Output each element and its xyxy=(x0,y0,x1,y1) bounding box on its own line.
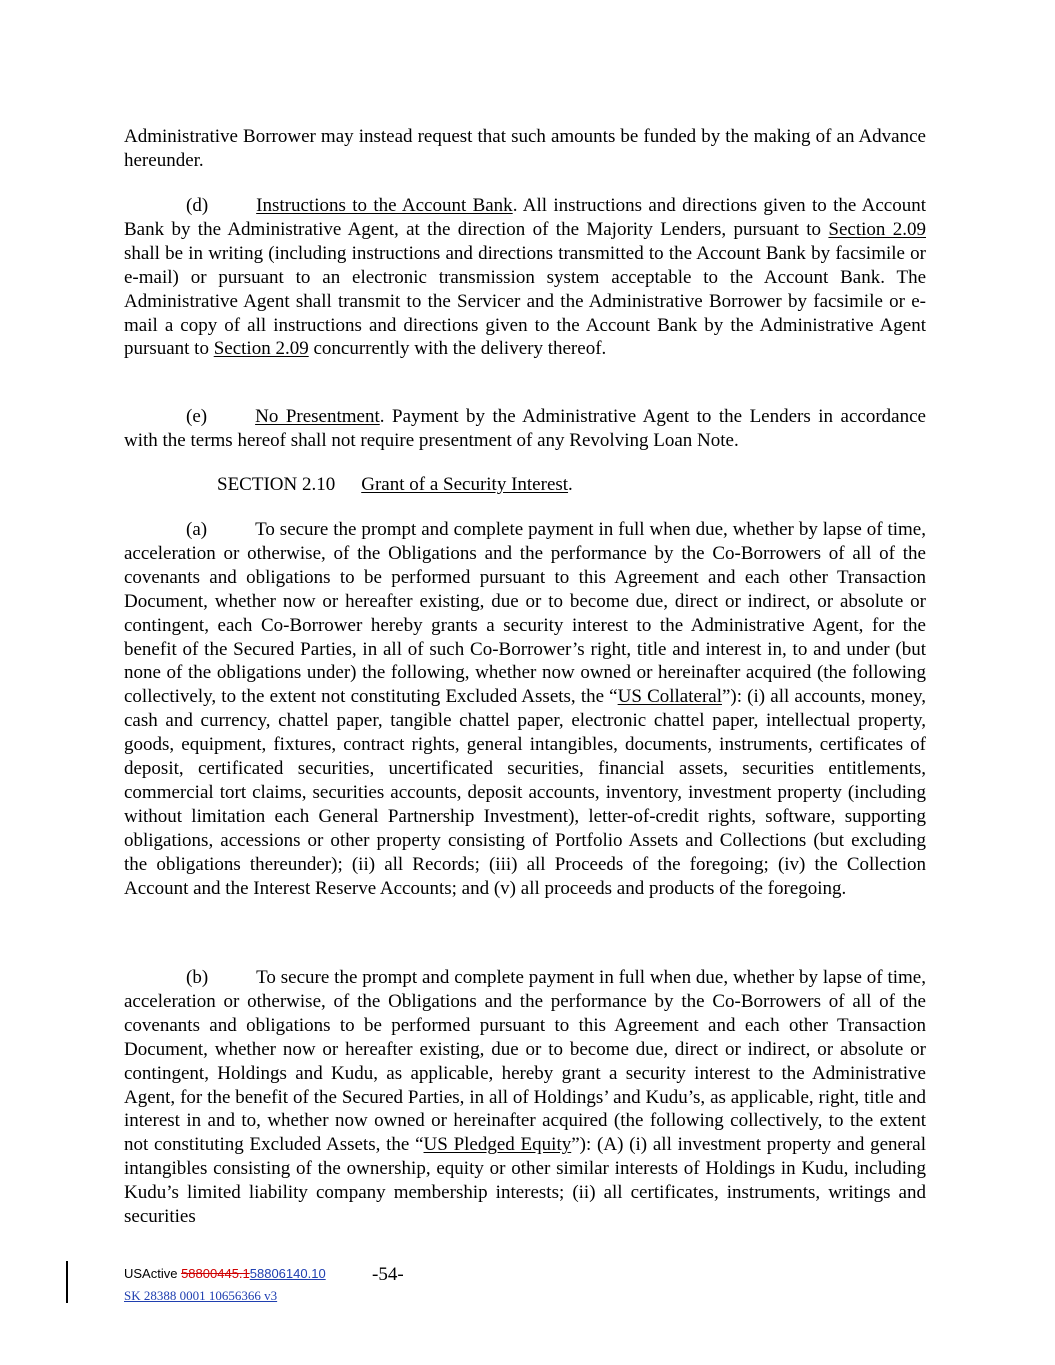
page-number: -54- xyxy=(372,1264,404,1285)
paragraph-e-text: . Payment by the Administrative Agent to the Lenders in accordance with the terms hereof shall not require presentment of any Revolving Loan Note. xyxy=(124,406,926,451)
defined-term-us-collateral: US Collateral xyxy=(617,686,722,708)
footer-prefix: USActive xyxy=(124,1266,182,1281)
paragraph-d-text2: shall be in writing (including instructions and directions transmitted to the Account Bank by facsimile or e-mail) or pursuant to an electronic transmission system acceptable to the Account Bank. The Administrative Agent shall transmit to the Servicer and the Administrative Borrower by facsimile or e- mail a copy of all instructions and directions given to the Account Bank by the Administrative Agent pursuant to xyxy=(124,242,926,360)
section-ref-link: Section 2.09 xyxy=(213,338,309,360)
paragraph-d-text3: concurrently with the delivery thereof. xyxy=(308,338,607,360)
section-title-period: . xyxy=(568,474,573,495)
footer-doc-ref: SK 28388 0001 10656366 v3 xyxy=(124,1288,278,1303)
paragraph-a-text1: To secure the prompt and complete payment in full when due, whether by lapse of time, acceleration or otherwise, of the Obligations and the performance by the Co-Borrowers of all of the covenants and obligations to be performed pursuant to this Agreement and each other Transaction Document, whether now or hereafter existing, due or to become due, direct or indirect, or absolute or contingent, each Co-Borrower hereby grants a security interest to the Administrative Agent, for the benefit of the Secured Parties, in all of such Co-Borrower’s right, title and interest in, to and under (but none of the obligations under) the following, whether now owned or hereinafter acquired (the following collectively, to the extent not constituting Excluded Assets, the “ xyxy=(124,519,926,708)
paragraph-intro-text: Administrative Borrower may instead request that such amounts be funded by the making of an Advance hereunder. xyxy=(124,126,926,171)
paragraph-d-heading: Instructions to the Account Bank xyxy=(256,195,513,216)
paragraph-e-heading: No Presentment xyxy=(255,406,380,427)
revision-bar xyxy=(66,1261,68,1303)
paragraph-b xyxy=(124,966,926,1229)
footer-doc-id xyxy=(124,1266,326,1281)
paragraph-e xyxy=(124,405,926,453)
paragraph-intro xyxy=(124,125,926,173)
paragraph-d-text1: . All instructions and directions given to the Account Bank by the Administrative Agent, at the direction of the Majority Lenders, pursuant to xyxy=(124,195,926,240)
section-ref-link: Section 2.09 xyxy=(828,218,926,240)
defined-term-us-pledged-equity: US Pledged Equity xyxy=(423,1134,572,1156)
section-title: Grant of a Security Interest xyxy=(361,474,569,495)
paragraph-a-text2: ”): (i) all accounts, money, cash and currency, chattel paper, tangible chattel paper, electronic chattel paper, intellectual property, goods, equipment, fixtures, contract rights, general intangibles, documents, instruments, certificates of deposit, certificated securities, uncertificated securities, financial assets, securities entitlements, commercial tort claims, securities accounts, deposit accounts, inventory, investment property (including without limitation each General Partnership Investment), letter-of-credit rights, software, supporting obligations, accessions or other property consisting of Portfolio Assets and Collections (but excluding the obligations thereunder); (ii) all Records; (iii) all Proceeds of the foregoing; (iv) the Collection Account and the Interest Reserve Accounts; and (v) all proceeds and products of the foregoing. xyxy=(124,686,926,899)
paragraph-d xyxy=(124,194,926,361)
paragraph-d-label: (d) xyxy=(186,195,209,216)
footer-inserted-id: 58806140.10 xyxy=(249,1266,326,1281)
paragraph-b-text2: ”): (A) (i) all investment property and general intangibles consisting of the ownership, equity or other similar interests of Holdings in Kudu, including Kudu’s limited liability company membership interests; (ii) all certificates, instruments, writings and securities xyxy=(124,1134,926,1228)
paragraph-a xyxy=(124,518,926,901)
section-heading xyxy=(124,473,926,497)
paragraph-b-text1: To secure the prompt and complete payment in full when due, whether by lapse of time, acceleration or otherwise, of the Obligations and the performance by the Co-Borrowers of all of the covenants and obligations to be performed pursuant to this Agreement and each other Transaction Document, whether now or hereafter existing, due or to become due, direct or indirect, or absolute or contingent, Holdings and Kudu, as applicable, hereby grant a security interest to the Administrative Agent, for the benefit of the Secured Parties, in all of Holdings’ and Kudu’s, as applicable, right, title and interest in and to, whether now owned or hereinafter acquired (the following collectively, to the extent not constituting Excluded Assets, the “ xyxy=(124,967,926,1156)
section-number: SECTION 2.10 xyxy=(217,474,336,495)
paragraph-a-label: (a) xyxy=(186,519,208,540)
footer-deleted-id: 58800445.1 xyxy=(181,1266,250,1281)
paragraph-e-label: (e) xyxy=(186,406,208,427)
paragraph-b-label: (b) xyxy=(186,967,209,988)
